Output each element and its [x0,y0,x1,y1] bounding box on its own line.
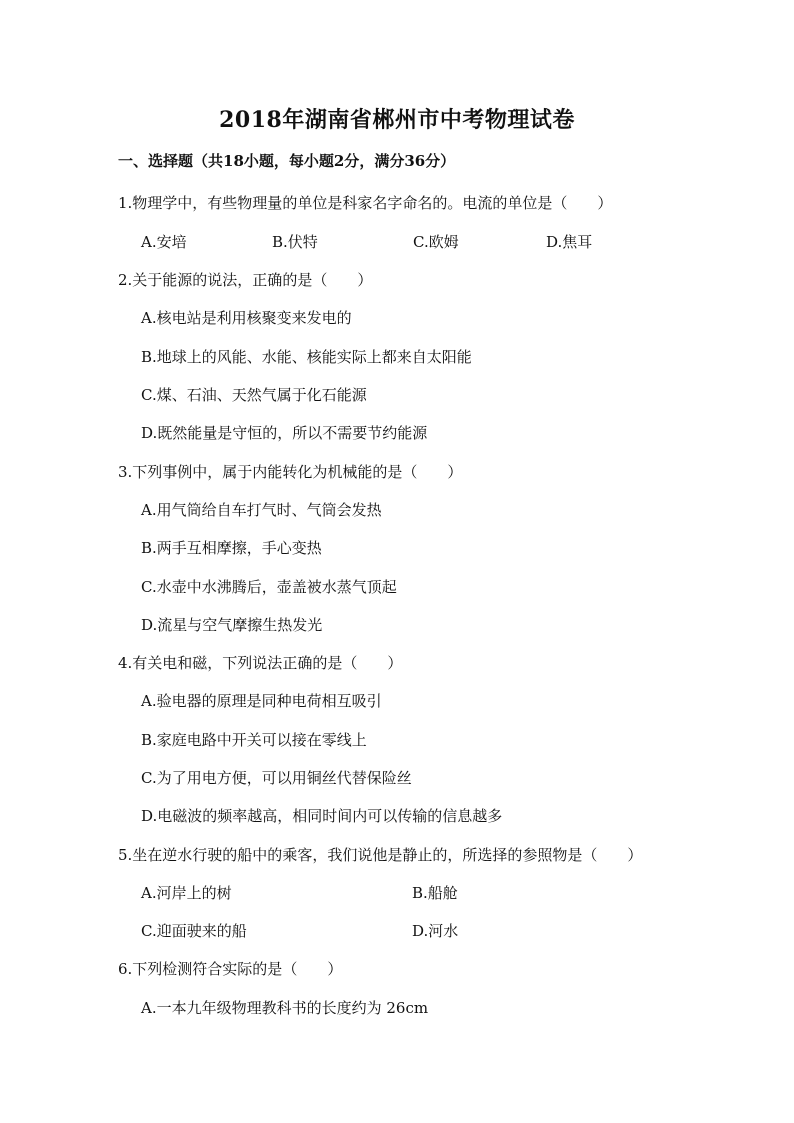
question-stem: 5.坐在逆水行驶的船中的乘客，我们说他是静止的，所选择的参照物是（ ） [118,846,643,864]
section-heading: 一、选择题（共18小题，每小题2分，满分36分） [118,152,456,170]
option-b: B.家庭电路中开关可以接在零线上 [141,731,367,749]
option-d: D.流星与空气摩擦生热发光 [141,616,323,634]
option-a: A.核电站是利用核聚变来发电的 [141,309,352,327]
option-b: B.船舱 [412,884,458,902]
option-d: D.焦耳 [546,233,593,251]
option-c: C.欧姆 [413,233,459,251]
option-a: A.河岸上的树 [141,884,232,902]
option-a: A.验电器的原理是同种电荷相互吸引 [141,692,382,710]
question-stem: 3.下列事例中，属于内能转化为机械能的是（ ） [118,463,463,481]
question-stem: 4.有关电和磁，下列说法正确的是（ ） [118,654,403,672]
question-stem: 2.关于能源的说法，正确的是（ ） [118,271,373,289]
option-b: B.地球上的风能、水能、核能实际上都来自太阳能 [141,348,472,366]
option-a: A.一本九年级物理教科书的长度约为 26cm [141,999,429,1017]
option-d: D.河水 [412,922,459,940]
option-c: C.水壶中水沸腾后，壶盖被水蒸气顶起 [141,578,397,596]
question-stem: 6.下列检测符合实际的是（ ） [118,960,343,978]
option-c: C.煤、石油、天然气属于化石能源 [141,386,367,404]
option-d: D.电磁波的频率越高，相同时间内可以传输的信息越多 [141,807,503,825]
option-d: D.既然能量是守恒的，所以不需要节约能源 [141,424,428,442]
option-a: A.用气筒给自车打气时、气筒会发热 [141,501,382,519]
option-c: C.为了用电方便，可以用铜丝代替保险丝 [141,769,412,787]
question-stem: 1.物理学中，有些物理量的单位是科家名字命名的。电流的单位是（ ） [118,194,613,212]
option-c: C.迎面驶来的船 [141,922,247,940]
option-a: A.安培 [141,233,187,251]
option-b: B.两手互相摩擦，手心变热 [141,539,322,557]
option-b: B.伏特 [272,233,318,251]
page-title: 2018年湖南省郴州市中考物理试卷 [219,107,575,133]
